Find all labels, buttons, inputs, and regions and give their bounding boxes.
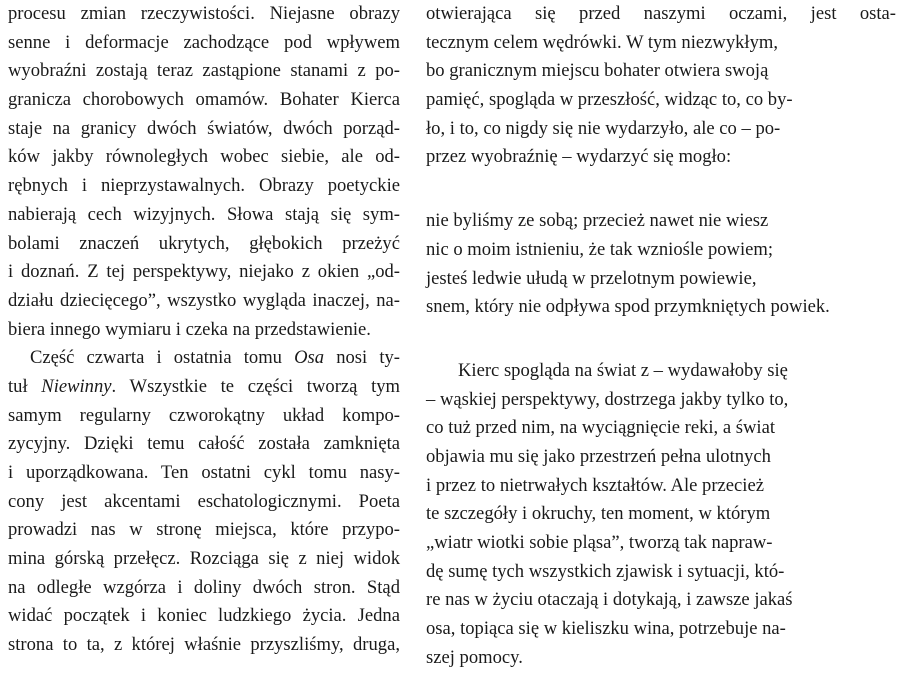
poem-line: snem, który nie odpływa spod przymkniętych powiek. [426, 296, 830, 318]
right-text-line: bo granicznym miejscu bohater otwiera swoją [426, 60, 769, 82]
poem-quote [426, 207, 896, 322]
left-text-line: i uporządkowana. Ten ostatni cykl tomu nasy- [8, 462, 400, 483]
left-text-line: prowadzi nas w stronę miejsca, które przypo- [8, 519, 400, 541]
poem-line: jesteś ledwie ułudą w przelotnym powiewie, [426, 267, 757, 289]
right-text-line: „wiatr wiotki sobie pląsa”, tworzą tak napraw- [426, 532, 773, 553]
right-text-line: Kierc spogląda na świat z – wydawałoby się [458, 359, 788, 381]
text-segment: . Wszystkie te części tworzą tym [111, 375, 400, 397]
italic-title: Niewinny [41, 375, 112, 397]
left-text-line: nabierają cech wizyjnych. Słowa stają się sym- [8, 203, 400, 225]
italic-title: Osa [294, 347, 325, 369]
right-text-line: i przez to nietrwałych kształtów. Ale przecież [426, 474, 764, 496]
poem-gap-bottom [426, 322, 896, 357]
poem-line: nie byliśmy ze sobą; przecież nawet nie wiesz [426, 210, 769, 232]
left-text-line: rębnych i nieprzystawalnych. Obrazy poetyckie [8, 175, 400, 197]
left-text-line: cony jest akcentami eschatologicznymi. Poeta [8, 490, 400, 512]
left-text-line: senne i deformacje zachodzące pod wpływem [8, 31, 400, 53]
left-text-line: biera innego wymiaru i czeka na przedstawienie. [8, 318, 371, 340]
right-text-line: te szczegóły i okruchy, ten moment, w którym [426, 503, 771, 525]
poem-gap-top [426, 172, 896, 207]
left-text-line: procesu zmian rzeczywistości. Niejasne obrazy [8, 3, 400, 24]
left-text-line: strona to ta, z której właśnie przyszliśmy, druga, [8, 634, 400, 656]
right-text-line: tecznym celem wędrówki. W tym niezwykłym, [426, 31, 778, 53]
right-text-line: przez wyobraźnię – wydarzyć się mogło: [426, 146, 732, 168]
left-text-line: wyobraźni zostają teraz zastąpione stanami z po- [8, 60, 400, 82]
right-text-line: ło, i to, co nigdy się nie wydarzyło, ale co – po- [426, 117, 781, 139]
left-text-line: mina górską przełęcz. Rozciąga się z niej widok [8, 548, 400, 570]
left-text-line [8, 344, 400, 373]
right-column [426, 0, 896, 672]
right-text-line: otwierająca się przed naszymi oczami, jest osta- [426, 3, 896, 24]
right-paragraph-bottom [426, 357, 896, 673]
right-text-line: objawia mu się jako przestrzeń pełna ulotnych [426, 445, 771, 467]
right-text-line: pamięć, spogląda w przeszłość, widząc to, co by- [426, 89, 793, 111]
left-column [8, 0, 400, 660]
right-paragraph-top [426, 0, 896, 172]
left-text-line: ków jakby równoległych wobec siebie, ale od- [8, 146, 400, 168]
left-text-line: i doznań. Z tej perspektywy, niejako z okien „od- [8, 261, 400, 283]
text-segment: Część czwarta i ostatnia tomu [30, 347, 295, 369]
right-text-line: osa, topiąca się w kieliszku wina, potrzebuje na- [426, 618, 786, 640]
text-segment: tuł [8, 375, 42, 397]
left-text-line: staje na granicy dwóch światów, dwóch porząd- [8, 117, 400, 139]
left-text-line [8, 373, 400, 402]
right-text-line: – wąskiej perspektywy, dostrzega jakby tylko to, [426, 388, 789, 410]
left-text-line: na odległe wzgórza i doliny dwóch stron. Stąd [8, 576, 400, 598]
left-text-line: samym regularny czworokątny układ kompo- [8, 404, 400, 426]
left-text-line: widać początek i koniec ludzkiego życia. Jedna [8, 605, 400, 627]
left-text-line: bolami znaczeń ukrytych, głębokich przeżyć [8, 232, 400, 254]
poem-line: nic o moim istnieniu, że tak wzniośle powiem; [426, 238, 774, 260]
right-text-line: re nas w życiu otaczają i dotykają, i zawsze jakaś [426, 589, 793, 611]
right-text-line: szej pomocy. [426, 646, 523, 668]
right-text-line: dę sumę tych wszystkich zjawisk i sytuacji, któ- [426, 560, 785, 582]
text-segment: nosi ty- [324, 347, 400, 369]
left-text-line: granicza chorobowych omamów. Bohater Kierca [8, 89, 400, 111]
left-text-line: działu dziecięcego”, wszystko wygląda inaczej, na- [8, 289, 400, 311]
right-text-line: co tuż przed nim, na wyciągnięcie reki, a świat [426, 417, 776, 439]
left-text-line: zycyjny. Dzięki temu całość została zamknięta [8, 433, 400, 455]
